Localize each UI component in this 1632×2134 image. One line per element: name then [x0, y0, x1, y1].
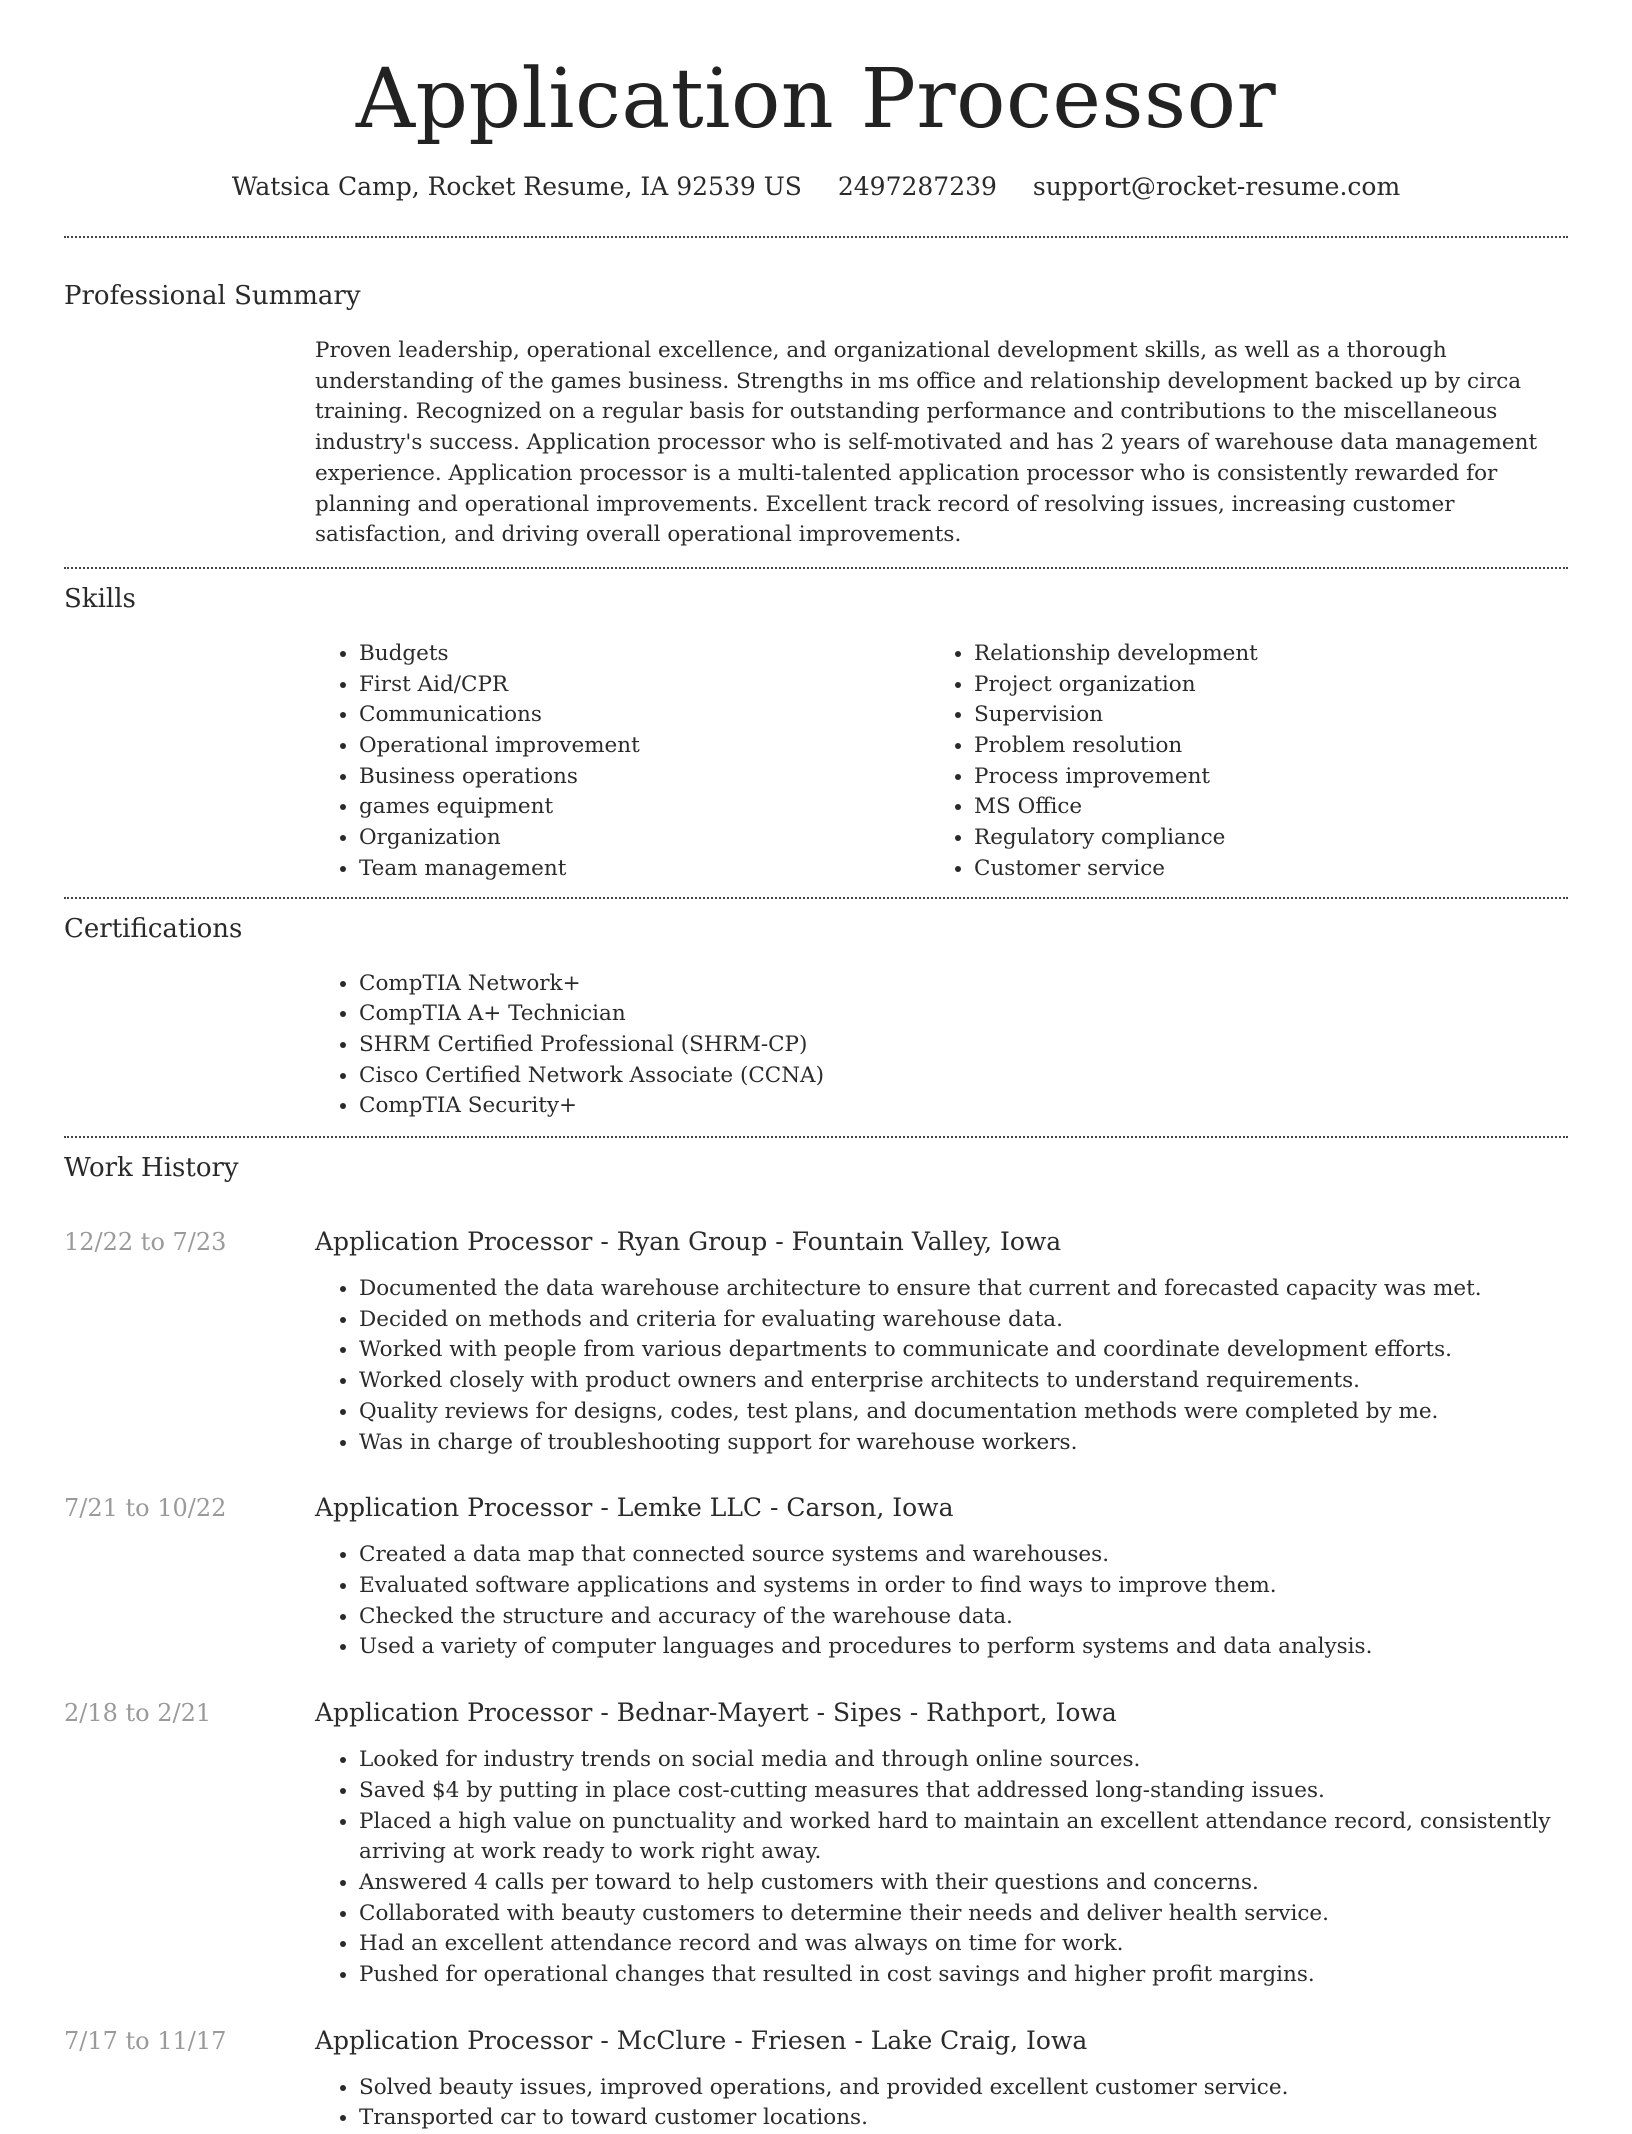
skill-item: • Regulatory compliance: [974, 823, 1545, 854]
skill-item: • Project organization: [974, 670, 1545, 701]
skills-column-left: [315, 639, 930, 885]
job-entry: [64, 1226, 1568, 1458]
job-bullet: • Pushed for operational changes that resulted in cost savings and higher profit margins.: [359, 1960, 1568, 1991]
job-bullet: • Used a variety of computer languages and procedures to perform systems and data analysis.: [359, 1632, 1568, 1663]
work-history-section: [64, 1152, 1568, 2134]
job-bullet: • Worked with people from various departments to communicate and coordinate development efforts.: [359, 1335, 1568, 1366]
summary-section: [64, 280, 1568, 551]
job-bullet: • Decided on methods and criteria for evaluating warehouse data.: [359, 1305, 1568, 1336]
skill-item: • Relationship development: [974, 639, 1545, 670]
job-bullet: • Collaborated with beauty customers to determine their needs and deliver health service.: [359, 1899, 1568, 1930]
resume-name: Application Processor: [355, 52, 1277, 147]
skill-item: • Process improvement: [974, 762, 1545, 793]
job-bullet: • Solved beauty issues, improved operations, and provided excellent customer service.: [359, 2073, 1568, 2104]
contact-email: support@rocket-resume.com: [1032, 172, 1401, 201]
job-entry: [64, 1492, 1568, 1663]
job-dates: 7/17 to 11/17: [64, 2026, 227, 2055]
job-bullet: • Checked the structure and accuracy of the warehouse data.: [359, 1602, 1568, 1633]
job-entry: [64, 2025, 1568, 2134]
job-bullet: • Evaluated software applications and systems in order to find ways to improve them.: [359, 1571, 1568, 1602]
skill-item: • MS Office: [974, 792, 1545, 823]
summary-text: Proven leadership, operational excellence, and organizational development skills, as well as a thorough understanding of the games business. Strengths in ms office and relationship development backed up by circa training. Recognized on a regular basis for outstanding performance and contributions to the miscellaneous industry's success. Application processor who is self-motivated and has 2 years of warehouse data management experience. Application processor is a multi-talented application processor who is consistently rewarded for planning and operational improvements. Excellent track record of resolving issues, increasing customer satisfaction, and driving overall operational improvements.: [315, 338, 1538, 548]
skill-item: • First Aid/CPR: [359, 670, 930, 701]
summary-heading: Professional Summary: [64, 281, 361, 311]
contact-line: [64, 170, 1568, 204]
skills-heading: Skills: [64, 583, 136, 614]
job-title: Application Processor - McClure - Friesen - Lake Craig, Iowa: [315, 2025, 1088, 2055]
section-divider: [64, 1136, 1568, 1138]
certification-item: • CompTIA A+ Technician: [359, 999, 1568, 1030]
skills-section: [64, 583, 1568, 885]
skill-item: • Operational improvement: [359, 731, 930, 762]
contact-phone: 2497287239: [837, 172, 997, 201]
skill-item: • Problem resolution: [974, 731, 1545, 762]
skill-item: • games equipment: [359, 792, 930, 823]
skills-column-right: [930, 639, 1545, 885]
job-bullet: • Saved $4 by putting in place cost-cutting measures that addressed long-standing issues.: [359, 1776, 1568, 1807]
skill-item: • Budgets: [359, 639, 930, 670]
skill-item: • Organization: [359, 823, 930, 854]
certification-item: • SHRM Certified Professional (SHRM-CP): [359, 1030, 1568, 1061]
section-divider: [64, 897, 1568, 899]
job-bullet: • Looked for industry trends on social media and through online sources.: [359, 1745, 1568, 1776]
job-bullet: • Documented the data warehouse architecture to ensure that current and forecasted capacity was met.: [359, 1274, 1568, 1305]
job-entry: [64, 1697, 1568, 1991]
certification-item: • CompTIA Network+: [359, 969, 1568, 1000]
work-history-heading: Work History: [64, 1153, 239, 1184]
job-title: Application Processor - Ryan Group - Fountain Valley, Iowa: [315, 1227, 1062, 1257]
job-dates: 2/18 to 2/21: [64, 1699, 212, 1728]
skill-item: • Team management: [359, 854, 930, 885]
job-bullet: • Had an excellent attendance record and was always on time for work.: [359, 1929, 1568, 1960]
skill-item: • Customer service: [974, 854, 1545, 885]
certifications-section: [64, 913, 1568, 1123]
job-dates: 12/22 to 7/23: [64, 1228, 227, 1257]
job-title: Application Processor - Lemke LLC - Carson, Iowa: [315, 1493, 954, 1523]
section-divider: [64, 567, 1568, 569]
certification-item: • CompTIA Security+: [359, 1091, 1568, 1122]
resume-page: [64, 0, 1568, 2134]
certification-item: • Cisco Certified Network Associate (CCNA): [359, 1061, 1568, 1092]
job-bullet: • Transported car to toward customer locations.: [359, 2103, 1568, 2134]
job-title: Application Processor - Bednar-Mayert - Sipes - Rathport, Iowa: [315, 1698, 1117, 1728]
job-bullet: • Placed a high value on punctuality and worked hard to maintain an excellent attendance record, consistently arriving at work ready to work right away.: [359, 1807, 1568, 1868]
job-bullet: • Quality reviews for designs, codes, test plans, and documentation methods were completed by me.: [359, 1397, 1568, 1428]
contact-address: Watsica Camp, Rocket Resume, IA 92539 US: [231, 172, 802, 201]
job-dates: 7/21 to 10/22: [64, 1494, 227, 1523]
job-bullet: • Worked closely with product owners and enterprise architects to understand requirements.: [359, 1366, 1568, 1397]
section-divider: [64, 236, 1568, 238]
skill-item: • Business operations: [359, 762, 930, 793]
skill-item: • Supervision: [974, 700, 1545, 731]
certifications-heading: Certifications: [64, 913, 243, 944]
job-bullet: • Answered 4 calls per toward to help customers with their questions and concerns.: [359, 1868, 1568, 1899]
skill-item: • Communications: [359, 700, 930, 731]
job-bullet: • Created a data map that connected source systems and warehouses.: [359, 1540, 1568, 1571]
job-bullet: • Was in charge of troubleshooting support for warehouse workers.: [359, 1428, 1568, 1459]
